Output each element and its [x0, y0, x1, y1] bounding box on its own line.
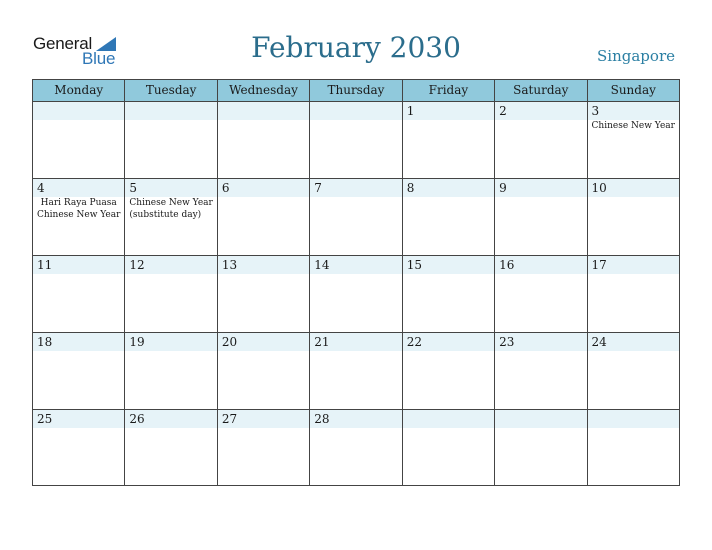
- day-number-band: [33, 102, 124, 120]
- weekday-header-wednesday: Wednesday: [218, 80, 310, 101]
- week-row: [33, 333, 679, 410]
- day-cell[interactable]: [125, 102, 217, 178]
- weekday-header-saturday: Saturday: [495, 80, 587, 101]
- day-number-band: [33, 179, 124, 197]
- day-number-band: [495, 179, 586, 197]
- day-number: 12: [129, 258, 145, 272]
- day-number: 24: [591, 335, 607, 349]
- day-cell[interactable]: [310, 102, 402, 178]
- holiday-list: [35, 198, 122, 221]
- calendar-weeks: [33, 102, 679, 486]
- day-number-band: [125, 102, 216, 120]
- day-cell[interactable]: [403, 256, 495, 332]
- day-number-band: [495, 410, 586, 428]
- day-cell[interactable]: [403, 333, 495, 409]
- weekday-header-thursday: Thursday: [310, 80, 402, 101]
- day-cell[interactable]: [495, 410, 587, 486]
- day-number-band: [403, 179, 494, 197]
- week-row: [33, 179, 679, 256]
- holiday-list: [592, 121, 677, 133]
- weekday-header-monday: Monday: [33, 80, 125, 101]
- week-row: [33, 410, 679, 486]
- day-number: 17: [591, 258, 607, 272]
- day-number-band: [218, 179, 309, 197]
- day-cell[interactable]: [310, 333, 402, 409]
- day-cell[interactable]: [588, 179, 679, 255]
- day-number: 15: [406, 258, 422, 272]
- country-label: Singapore: [597, 47, 675, 65]
- day-number: 26: [129, 412, 145, 426]
- holiday-name: Chinese New Year: [129, 198, 213, 208]
- day-cell[interactable]: [218, 179, 310, 255]
- day-cell[interactable]: [218, 333, 310, 409]
- day-number: 25: [37, 412, 53, 426]
- weekday-header-friday: Friday: [403, 80, 495, 101]
- calendar-grid: [32, 79, 680, 486]
- day-cell[interactable]: [125, 333, 217, 409]
- day-number-band: [218, 102, 309, 120]
- logo-text-general: General: [33, 34, 93, 53]
- day-cell[interactable]: [310, 256, 402, 332]
- logo-text-blue: Blue: [82, 49, 116, 68]
- day-number: 13: [221, 258, 238, 272]
- day-number: 11: [37, 258, 53, 272]
- day-number: 14: [314, 258, 330, 272]
- holiday-name: (substitute day): [129, 209, 202, 220]
- day-cell[interactable]: [403, 102, 495, 178]
- day-number: 2: [499, 104, 507, 118]
- day-cell[interactable]: [310, 179, 402, 255]
- day-cell[interactable]: [588, 102, 679, 178]
- day-number: 8: [406, 181, 415, 195]
- day-number-band: [588, 102, 679, 120]
- day-cell[interactable]: [33, 256, 125, 332]
- day-number: 6: [221, 181, 230, 195]
- week-row: [33, 256, 679, 333]
- day-number: 19: [129, 335, 145, 349]
- week-row: [33, 102, 679, 179]
- day-number: 22: [406, 335, 422, 349]
- day-number: 3: [591, 104, 600, 118]
- day-cell[interactable]: [310, 410, 402, 486]
- day-number: 4: [37, 181, 45, 195]
- day-cell[interactable]: [588, 410, 679, 486]
- day-cell[interactable]: [495, 256, 587, 332]
- weekday-header-sunday: Sunday: [610, 83, 656, 97]
- day-cell[interactable]: [125, 256, 217, 332]
- day-number: 1: [406, 104, 415, 118]
- day-cell[interactable]: [495, 179, 587, 255]
- day-number: 5: [129, 181, 138, 195]
- day-number: 16: [499, 258, 515, 272]
- day-number: 21: [314, 335, 330, 349]
- day-number-band: [588, 410, 679, 428]
- holiday-name: Chinese New Year: [37, 209, 121, 220]
- day-number-band: [403, 410, 494, 428]
- day-cell[interactable]: [125, 179, 217, 255]
- day-cell[interactable]: [33, 410, 125, 486]
- day-number: 18: [37, 335, 53, 349]
- day-cell[interactable]: [33, 179, 125, 255]
- holiday-list: [129, 198, 214, 221]
- day-cell[interactable]: [218, 256, 310, 332]
- day-number: 7: [314, 181, 322, 195]
- day-cell[interactable]: [588, 256, 679, 332]
- day-number: 9: [499, 181, 507, 195]
- day-cell[interactable]: [33, 102, 125, 178]
- day-number-band: [310, 179, 401, 197]
- weekday-header-tuesday: Tuesday: [125, 80, 217, 101]
- day-cell[interactable]: [495, 333, 587, 409]
- day-number-band: [495, 102, 586, 120]
- day-number-band: [310, 102, 401, 120]
- holiday-name: Hari Raya Puasa: [40, 198, 117, 208]
- day-number-band: [125, 179, 216, 197]
- day-cell[interactable]: [588, 333, 679, 409]
- day-number: 10: [591, 181, 607, 195]
- day-number: 20: [221, 335, 238, 349]
- day-number: 28: [314, 412, 330, 426]
- day-number: 23: [499, 335, 515, 349]
- day-number-band: [403, 102, 494, 120]
- day-cell[interactable]: [495, 102, 587, 178]
- holiday-name: Chinese New Year: [591, 121, 675, 131]
- day-cell[interactable]: [125, 410, 217, 486]
- weekday-header-row: [33, 80, 679, 102]
- day-cell[interactable]: [33, 333, 125, 409]
- day-cell[interactable]: [218, 102, 310, 178]
- day-number: 27: [221, 412, 238, 426]
- day-cell[interactable]: [403, 179, 495, 255]
- day-cell[interactable]: [218, 410, 310, 486]
- day-cell[interactable]: [403, 410, 495, 486]
- page-title: February 2030: [251, 31, 461, 64]
